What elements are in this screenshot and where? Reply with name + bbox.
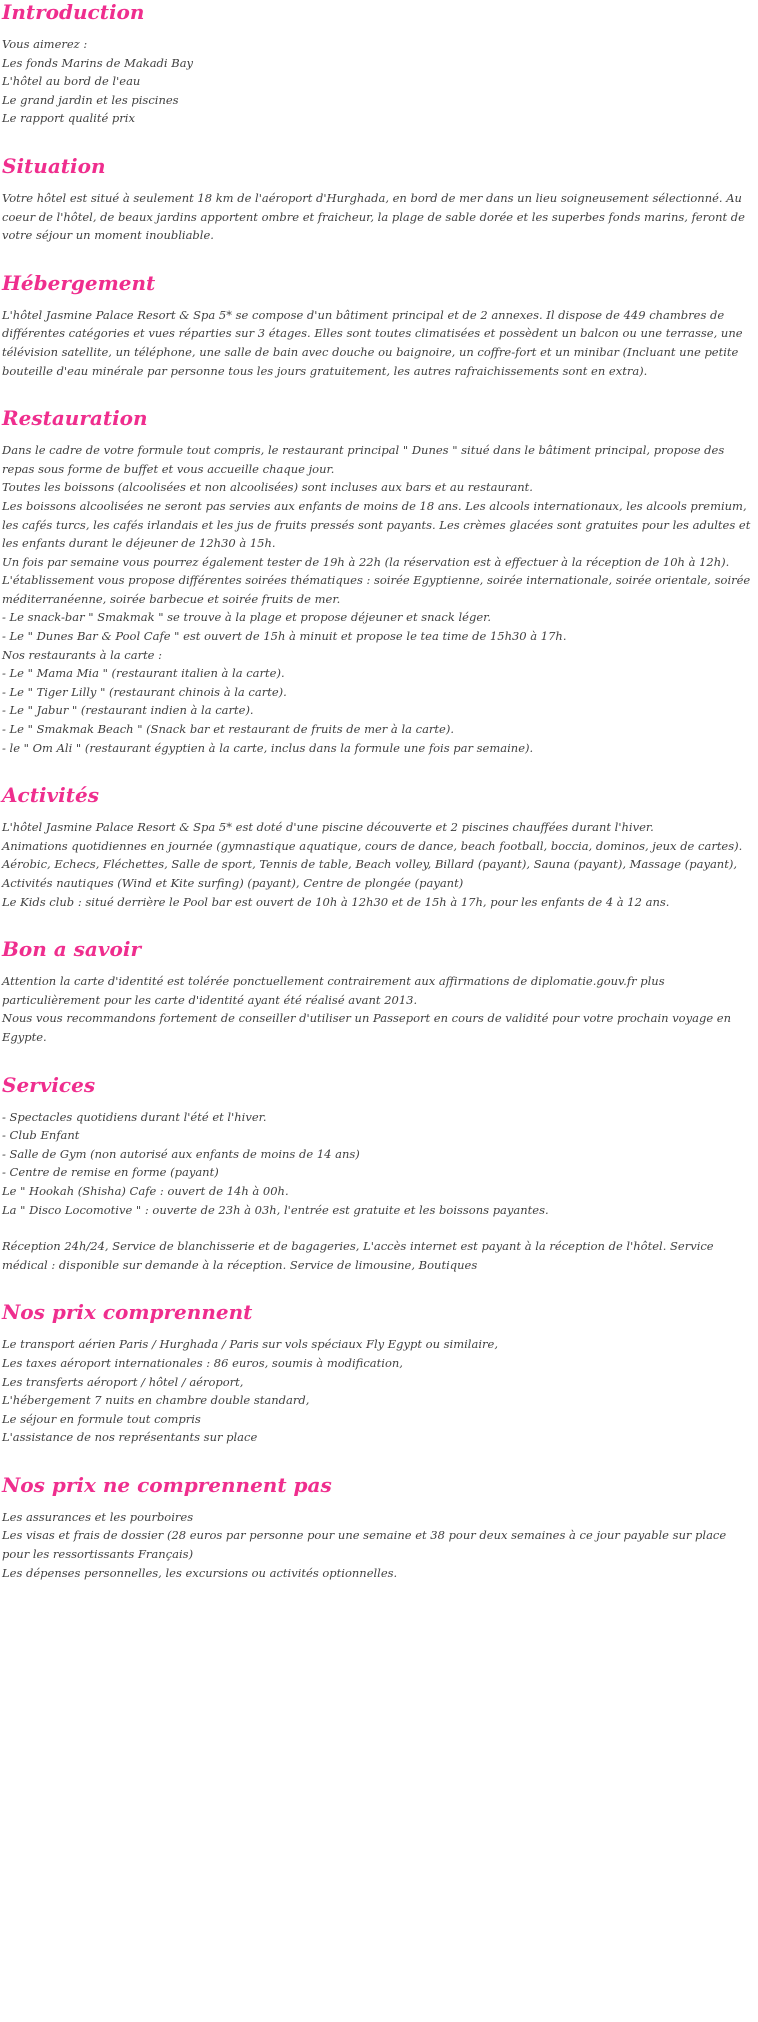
section-body-nos-prix-comprennent xyxy=(2,1335,752,1447)
section-body-restauration xyxy=(2,441,752,757)
paragraph: Animations quotidiennes en journée (gymnastique aquatique, cours de dance, beach football, boccia, dominos, jeux de cartes). Aérobic, Echecs, Fléchettes, Salle de sport, Tennis de table, Beach volley, Billard (payant), Sauna (payant), Massage (payant), Activités nautiques (Wind et Kite surfing) (payant), Centre de plongée (payant) xyxy=(2,838,743,890)
paragraph: - Le " Tiger Lilly " (restaurant chinois à la carte). xyxy=(2,684,287,699)
paragraph: Les assurances et les pourboires xyxy=(2,1509,194,1524)
paragraph: Réception 24h/24, Service de blanchisserie et de bagageries, L'accès internet est payant à la réception de l'hôtel. Service médical : disponible sur demande à la réception. Service de limousine, Boutiques xyxy=(2,1239,714,1272)
paragraph: - Le snack-bar " Smakmak " se trouve à la plage et propose déjeuner et snack léger. xyxy=(2,610,492,625)
section-body-nos-prix-ne-comprennent-pas xyxy=(2,1508,752,1582)
paragraph: Les visas et frais de dossier (28 euros par personne pour une semaine et 38 pour deux semaines à ce jour payable sur place pour les ressortissants Français) xyxy=(2,1528,727,1562)
paragraph: Le séjour en formule tout compris xyxy=(2,1411,201,1426)
paragraph: - Club Enfant xyxy=(2,1128,80,1143)
paragraph-spacer xyxy=(2,1219,752,1237)
paragraph: Les boissons alcoolisées ne seront pas servies aux enfants de moins de 18 ans. Les alcools internationaux, les alcools premium, les cafés turcs, les cafés irlandais et les jus de fruits pressés sont payants. Les crèmes glacées sont gratuites pour les adultes et les enfants durant le déjeuner de 12h30 à 15h. xyxy=(2,498,751,551)
paragraph: L'assistance de nos représentants sur place xyxy=(2,1430,258,1445)
paragraph: Nous vous recommandons fortement de conseiller d'utiliser un Passeport en cours de validité pour votre prochain voyage en Egypte. xyxy=(2,1011,731,1044)
section-title-services: Services xyxy=(2,1072,96,1097)
section-introduction xyxy=(2,0,752,128)
paragraph: Attention la carte d'identité est tolérée ponctuellement contrairement aux affirmations de diplomatie.gouv.fr plus particulièrement pour les carte d'identité ayant été réalisé avant 2013. xyxy=(2,974,665,1007)
paragraph: - Le " Dunes Bar & Pool Cafe " est ouvert de 15h à minuit et propose le tea time de 15h30 à 17h. xyxy=(2,629,567,644)
paragraph: L'établissement vous propose différentes soirées thématiques : soirée Egyptienne, soirée internationale, soirée orientale, soirée méditerranéenne, soirée barbecue et soirée fruits de mer. xyxy=(2,573,751,606)
paragraph: Le grand jardin et les piscines xyxy=(2,92,179,107)
paragraph: Toutes les boissons (alcoolisées et non alcoolisées) sont incluses aux bars et au restaurant. xyxy=(2,480,533,495)
paragraph: Vous aimerez : xyxy=(2,37,88,51)
section-activites xyxy=(2,783,752,911)
paragraph: Nos restaurants à la carte : xyxy=(2,647,163,662)
paragraph: Dans le cadre de votre formule tout compris, le restaurant principal " Dunes " situé dans le bâtiment principal, propose des repas sous forme de buffet et vous accueille chaque jour. xyxy=(2,443,725,476)
paragraph: Le Kids club : situé derrière le Pool bar est ouvert de 10h à 12h30 et de 15h à 17h, pour les enfants de 4 à 12 ans. xyxy=(2,894,670,909)
paragraph: - le " Om Ali " (restaurant égyptien à la carte, inclus dans la formule une fois par semaine). xyxy=(2,740,534,755)
section-body-hebergement xyxy=(2,306,752,380)
sections-container xyxy=(2,0,752,1582)
section-body-situation xyxy=(2,189,752,245)
section-title-nos-prix-ne-comprennent-pas: Nos prix ne comprennent pas xyxy=(2,1472,332,1497)
paragraph: Le transport aérien Paris / Hurghada / Paris sur vols spéciaux Fly Egypt ou similaire, xyxy=(2,1337,498,1352)
paragraph: Votre hôtel est situé à seulement 18 km de l'aéroport d'Hurghada, en bord de mer dans un lieu soigneusement sélectionné. Au coeur de l'hôtel, de beaux jardins apportent ombre et fraicheur, la plage de sable dorée et les superbes fonds marins, feront de votre séjour un moment inoubliable. xyxy=(2,190,745,243)
paragraph: Les taxes aéroport internationales : 86 euros, soumis à modification, xyxy=(2,1355,403,1370)
section-title-hebergement: Hébergement xyxy=(2,270,156,295)
paragraph: - Le " Mama Mia " (restaurant italien à la carte). xyxy=(2,666,285,681)
paragraph: Un fois par semaine vous pourrez également tester de 19h à 22h (la réservation est à effectuer à la réception de 10h à 12h). xyxy=(2,554,730,569)
section-title-activites: Activités xyxy=(2,783,99,808)
paragraph: L'hôtel au bord de l'eau xyxy=(2,74,141,89)
section-body-bon-a-savoir xyxy=(2,972,752,1046)
section-title-nos-prix-comprennent: Nos prix comprennent xyxy=(2,1300,253,1325)
paragraph: L'hébergement 7 nuits en chambre double standard, xyxy=(2,1393,310,1408)
paragraph: Le rapport qualité prix xyxy=(2,111,135,126)
section-body-services xyxy=(2,1108,752,1275)
section-bon-a-savoir xyxy=(2,937,752,1046)
section-services xyxy=(2,1073,752,1275)
paragraph: - Spectacles quotidiens durant l'été et l'hiver. xyxy=(2,1109,267,1124)
section-situation xyxy=(2,154,752,245)
paragraph: Les fonds Marins de Makadi Bay xyxy=(2,55,194,70)
paragraph: Le " Hookah (Shisha) Cafe : ouvert de 14h à 00h. xyxy=(2,1183,289,1198)
paragraph: - Le " Jabur " (restaurant indien à la carte). xyxy=(2,703,254,718)
section-nos-prix-comprennent xyxy=(2,1300,752,1447)
paragraph: - Salle de Gym (non autorisé aux enfants de moins de 14 ans) xyxy=(2,1146,360,1161)
paragraph: L'hôtel Jasmine Palace Resort & Spa 5* est doté d'une piscine découverte et 2 piscines chauffées durant l'hiver. xyxy=(2,820,654,835)
paragraph: L'hôtel Jasmine Palace Resort & Spa 5* se compose d'un bâtiment principal et de 2 annexes. Il dispose de 449 chambres de différentes catégories et vues réparties sur 3 étages. Elles sont toutes climatisées et possèdent un balcon ou une terrasse, une télévision satellite, un téléphone, une salle de bain avec douche ou baignoire, un coffre-fort et un minibar (Incluant une petite bouteille d'eau minérale par personne tous les jours gratuitement, les autres rafraichissements sont en extra). xyxy=(2,307,743,378)
paragraph: Les transferts aéroport / hôtel / aéroport, xyxy=(2,1374,244,1389)
paragraph: - Centre de remise en forme (payant) xyxy=(2,1165,219,1180)
section-body-activites xyxy=(2,818,752,911)
section-title-introduction: Introduction xyxy=(2,0,145,24)
section-title-restauration: Restauration xyxy=(2,406,148,431)
section-nos-prix-ne-comprennent-pas xyxy=(2,1473,752,1582)
paragraph: - Le " Smakmak Beach " (Snack bar et restaurant de fruits de mer à la carte). xyxy=(2,722,454,737)
section-title-bon-a-savoir: Bon a savoir xyxy=(2,937,141,962)
paragraph: La " Disco Locomotive " : ouverte de 23h à 03h, l'entrée est gratuite et les boissons payantes. xyxy=(2,1202,549,1217)
section-hebergement xyxy=(2,271,752,380)
section-body-introduction xyxy=(2,35,752,128)
paragraph: Les dépenses personnelles, les excursions ou activités optionnelles. xyxy=(2,1565,398,1580)
section-restauration xyxy=(2,406,752,757)
section-title-situation: Situation xyxy=(2,153,106,178)
